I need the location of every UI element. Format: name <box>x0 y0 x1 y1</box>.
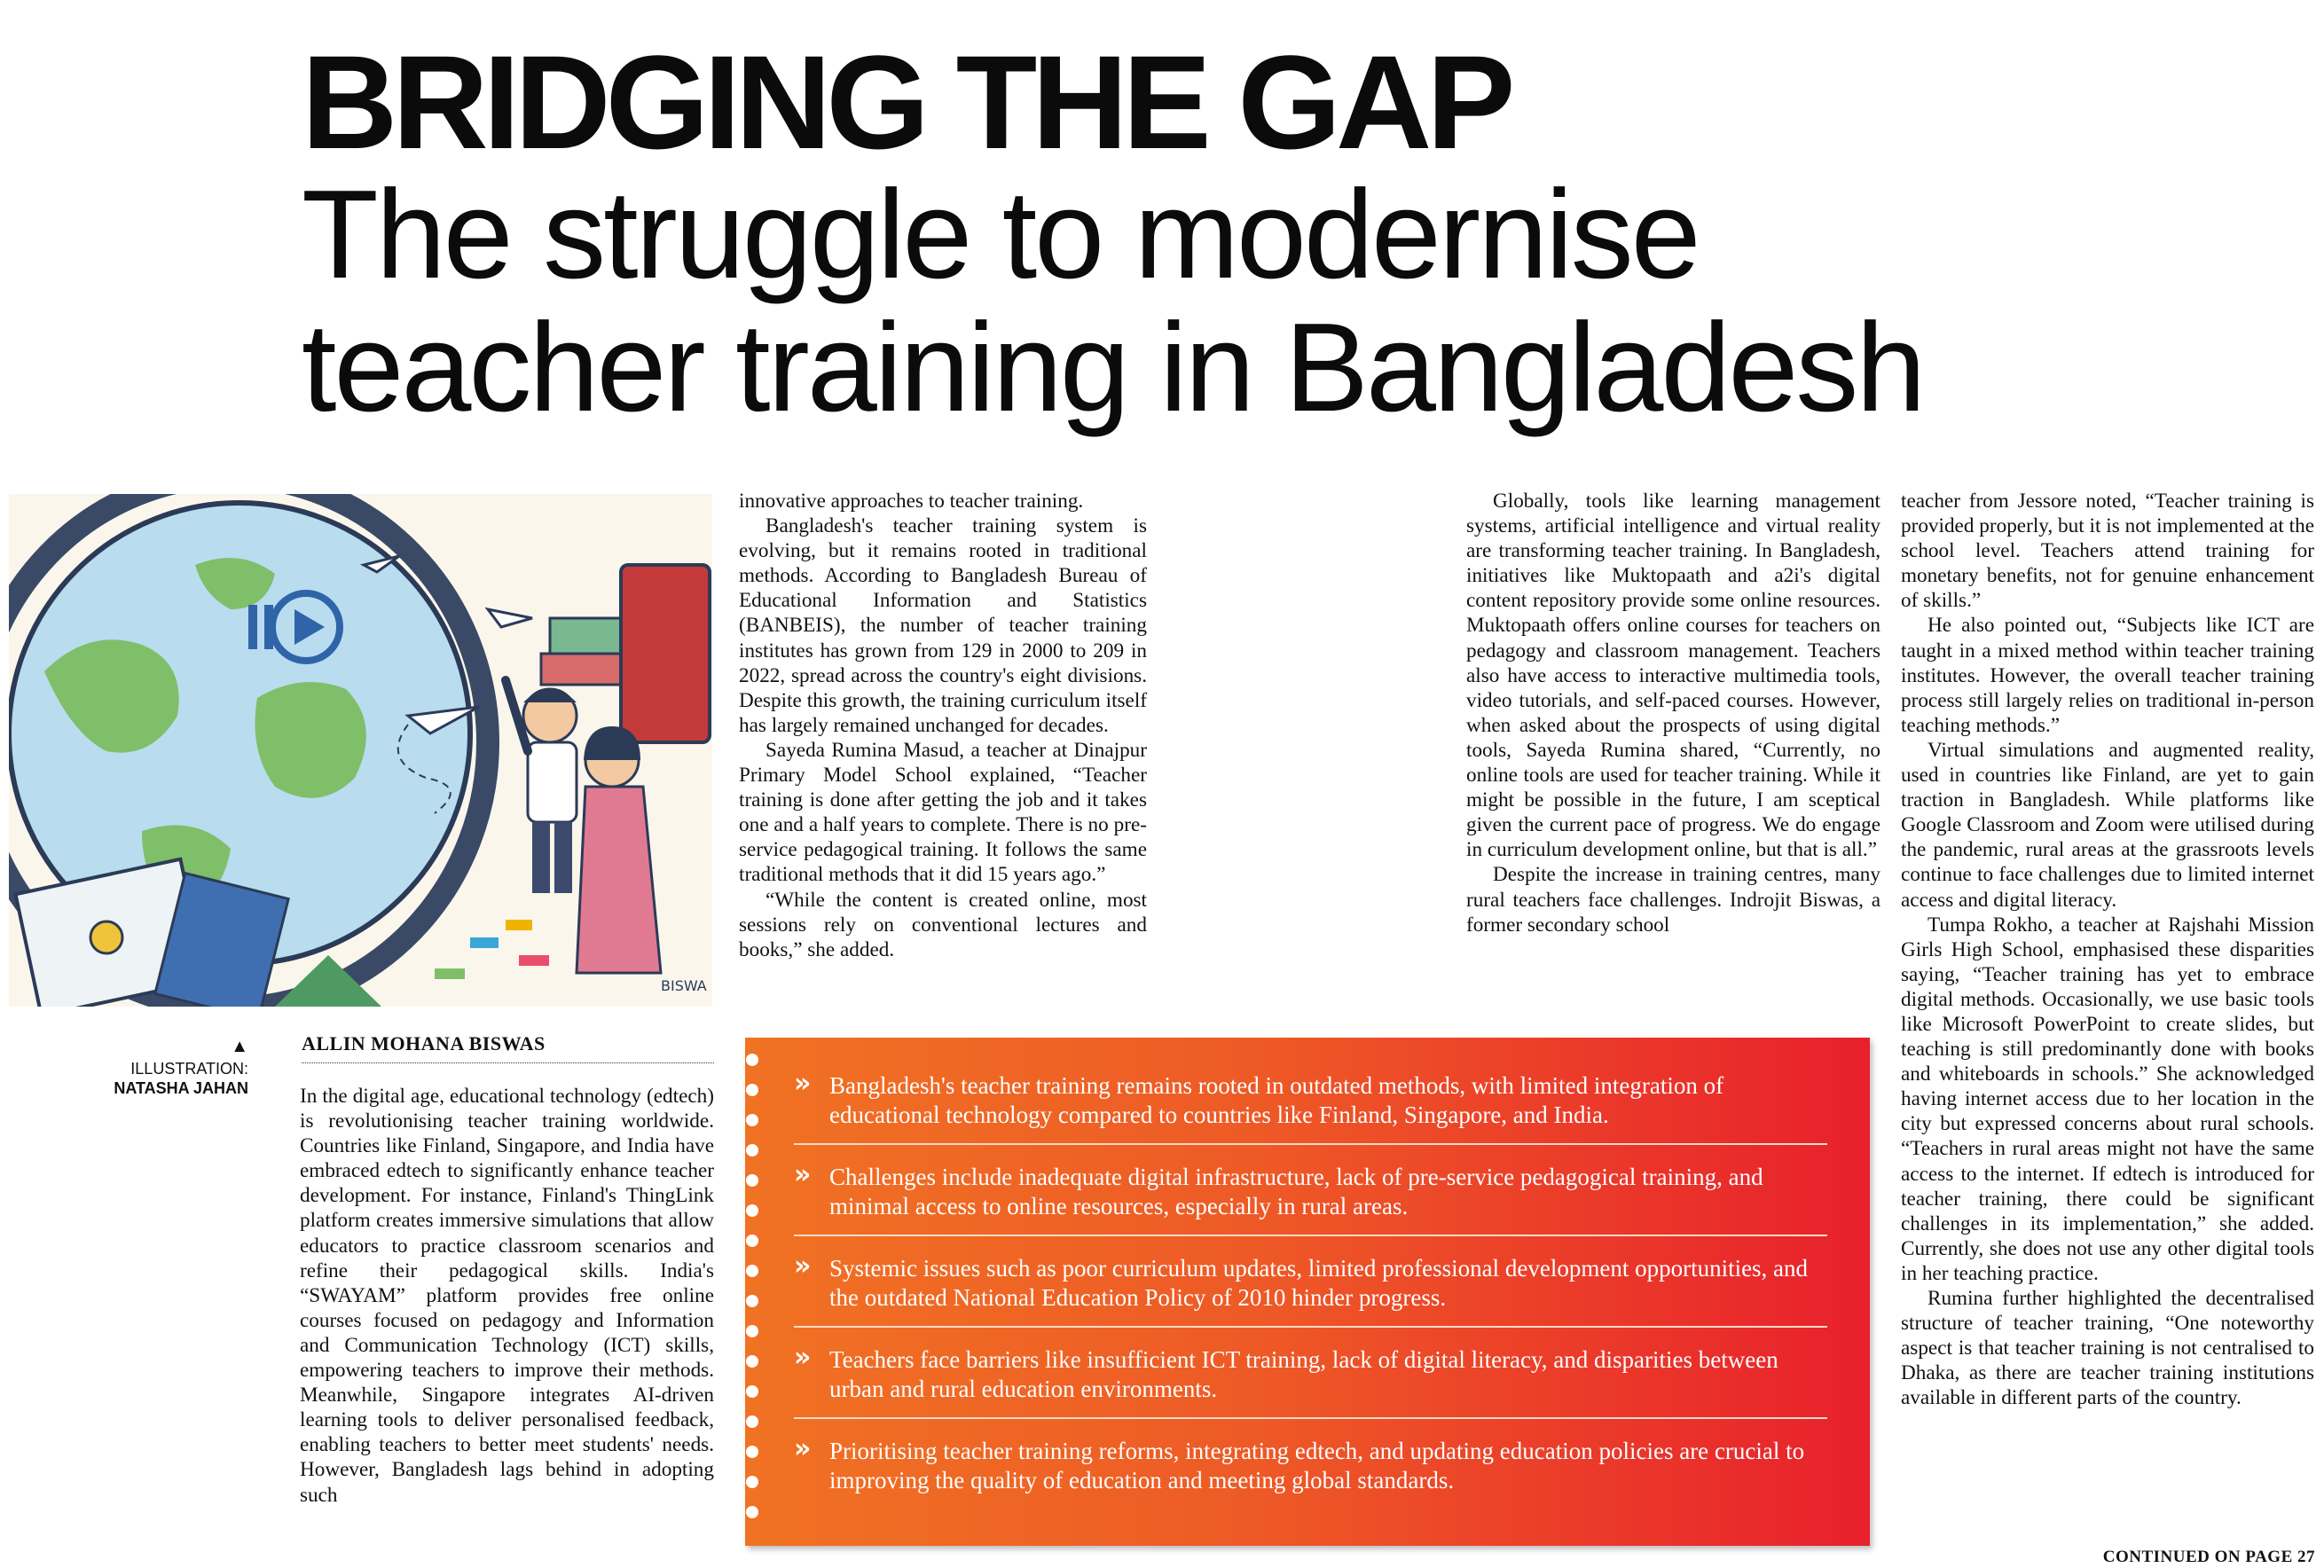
key-point <box>794 1342 1827 1419</box>
paragraph: In the digital age, educational technology (edtech) is revolutionising teacher training worldwide. Countries like Finland, Singapore, and India have embraced edtech to significantly enhance teacher development. For instance, Finland's ThingLink platform creates immersive simulations that allow educators to practice classroom scenarios and refine their pedagogical skills. India's “SWAYAM” platform provides free online courses focused on pedagogy and Information and Communication Technology (ICT) skills, empowering teachers to improve their methods. Meanwhile, Singapore integrates AI-driven learning tools to deliver personalised feedback, enabling teachers to better meet students' needs. However, Bangladesh lags behind in adopting such <box>300 1085 714 1507</box>
key-point <box>794 1433 1827 1509</box>
double-chevron-icon: » <box>794 1433 806 1464</box>
up-arrow-icon: ▲ <box>231 1037 248 1056</box>
paragraph: Virtual simulations and augmented reality, used in countries like Finland, are yet to gain traction in Bangladesh. While platforms like Google Classroom and Zoom were utilised during the pandemic, rural areas at the grassroots levels continue to face challenges due to limited internet access and digital literacy. <box>1901 738 2314 912</box>
key-point-text: Systemic issues such as poor curriculum updates, limited professional development opportunities, and the outdated National Education Policy of 2010 hinder progress. <box>829 1255 1809 1311</box>
double-chevron-icon: » <box>794 1250 806 1282</box>
key-points-list <box>794 1068 1827 1526</box>
paragraph: Despite the increase in training centres, many rural teachers face challenges. Indrojit Biswas, a former secondary school <box>1466 863 1880 937</box>
double-chevron-icon: » <box>794 1342 806 1373</box>
headline-sub-line-2: teacher training in Bangladesh <box>302 297 1924 438</box>
article-column-3 <box>1466 489 1880 937</box>
article-column-4 <box>1901 489 2314 1410</box>
credit-label: ILLUSTRATION: <box>130 1060 248 1078</box>
key-point <box>794 1068 1827 1145</box>
paragraph: Globally, tools like learning management systems, artificial intelligence and virtual reality are transforming teacher training. In Bangladesh, initiatives like Muktopaath and a2i's digital content repository provide some online resources. Muktopaath offers online courses for teachers on pedagogy and classroom management. Teachers also have access to interactive multimedia tools, video tutorials, and self-paced courses. However, when asked about the prospects of using digital tools, Sayeda Rumina shared, “Currently, no online tools are used for teacher training. While it might be possible in the future, I am sceptical given the current pace of progress. We do engage in curriculum development online, but that is all.” <box>1466 490 1880 862</box>
paragraph: “While the content is created online, most sessions rely on conventional lectures and books,” she added. <box>739 888 1147 961</box>
article-column-1 <box>300 1084 714 1508</box>
paragraph: Sayeda Rumina Masud, a teacher at Dinajpur Primary Model School explained, “Teacher training is done after getting the job and it takes one and a half years to complete. There is no pre-service pedagogical training. It follows the same traditional methods that it did 15 years ago.” <box>739 738 1147 887</box>
paragraph: Rumina further highlighted the decentralised structure of teacher training, “One noteworthy aspect is that teacher training is not centralised to Dhaka, as there are teacher training institutions available in different parts of the country. <box>1901 1287 2314 1410</box>
paragraph: Bangladesh's teacher training system is evolving, but it remains rooted in traditional methods. According to Bangladesh Bureau of Educational Information and Statistics (BANBEIS), the number of teacher training institutes has grown from 129 in 2000 to 209 in 2022, spread across the country's eight divisions. Despite this growth, the training curriculum itself has largely remained unchanged for decades. <box>739 514 1147 737</box>
notebook-rings <box>743 1054 765 1533</box>
illustration-credit <box>53 1036 248 1098</box>
credit-name: NATASHA JAHAN <box>114 1079 248 1097</box>
key-point-text: Prioritising teacher training reforms, integrating edtech, and updating education policies are crucial to improving the quality of education and meeting global standards. <box>829 1438 1805 1494</box>
byline: ALLIN MOHANA BISWAS <box>302 1032 714 1063</box>
article-illustration <box>9 494 712 1007</box>
key-point <box>794 1250 1827 1328</box>
paragraph: innovative approaches to teacher training. <box>739 490 1084 513</box>
headline-block <box>302 27 2306 438</box>
key-point-text: Teachers face barriers like insufficient ICT training, lack of digital literacy, and disparities between urban and rural education environments. <box>829 1346 1778 1402</box>
headline-sub-line-1: The struggle to modernise <box>302 164 1699 305</box>
illustration-signature: BISWA <box>661 977 707 994</box>
paragraph: teacher from Jessore noted, “Teacher training is provided properly, but it is not implemented at the school level. Teachers attend training for monetary benefits, not for genuine enhancement of skills.” <box>1901 490 2314 613</box>
double-chevron-icon: » <box>794 1159 806 1190</box>
continued-on-page: CONTINUED ON PAGE 27 <box>2102 1548 2315 1566</box>
key-point <box>794 1159 1827 1236</box>
headline-main: BRIDGING THE GAP <box>302 27 1511 176</box>
double-chevron-icon: » <box>794 1068 806 1099</box>
paragraph: He also pointed out, “Subjects like ICT are taught in a mixed method within teacher training institutes. However, the overall teacher training process still largely relies on traditional in-person teaching methods.” <box>1901 614 2314 737</box>
key-points-box <box>745 1038 1870 1546</box>
key-point-text: Bangladesh's teacher training remains rooted in outdated methods, with limited integration of educational technology compared to countries like Finland, Singapore, and India. <box>829 1072 1724 1128</box>
article-column-2 <box>739 489 1147 962</box>
paragraph: Tumpa Rokho, a teacher at Rajshahi Mission Girls High School, emphasised these disparities saying, “Teacher training has yet to embrace digital methods. Occasionally, we use basic tools like Microsoft PowerPoint to create slides, but teaching is still predominantly done with books and whiteboards in schools.” She acknowledged having internet access due to her location in the city but expressed concerns about rural schools. “Teachers in rural areas might not have the same access to the internet. If edtech is introduced for teacher training, there could be significant challenges in its implementation,” she added. Currently, she does not use any other digital tools in her teaching practice. <box>1901 913 2314 1285</box>
key-point-text: Challenges include inadequate digital infrastructure, lack of pre-service pedagogical training, and minimal access to online resources, especially in rural areas. <box>829 1164 1763 1219</box>
